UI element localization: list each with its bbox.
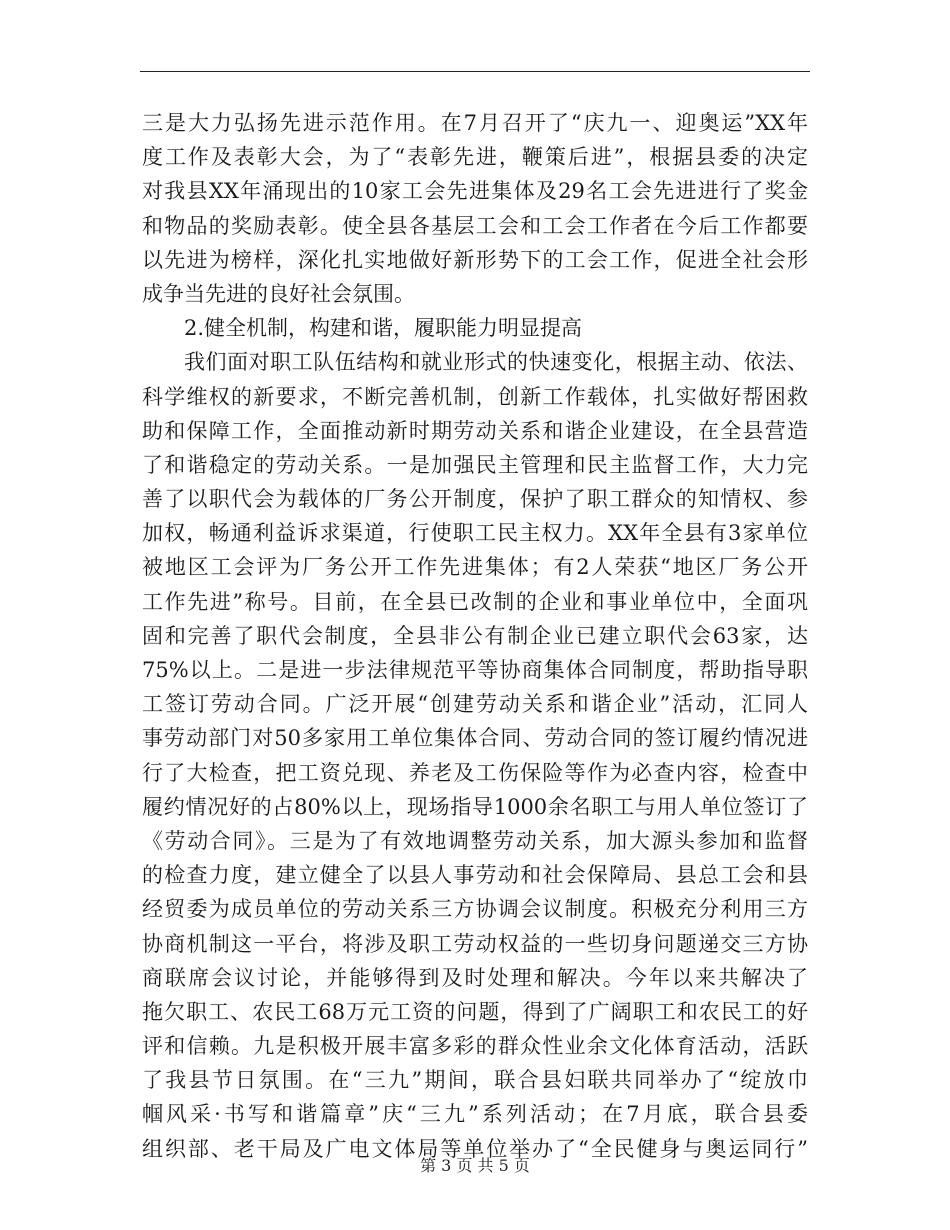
header-rule [140,71,810,72]
text-line: 我们面对职工队伍结构和就业形式的快速变化，根据主动、依法、 [184,350,808,375]
text-line: 和物品的奖励表彰。使全县各基层工会和工会工作者在今后工作都要 [142,213,808,238]
text-line: 工签订劳动合同。广泛开展“创建劳动关系和谐企业”活动，汇同人 [142,692,808,717]
text-line: 三是大力弘扬先进示范作用。在7月召开了“庆九一、迎奥运”XX年 [142,111,808,135]
text-line: 科学维权的新要求，不断完善机制，创新工作载体，扎实做好帮困救 [142,384,808,409]
text-line: 度工作及表彰大会，为了“表彰先进，鞭策后进”，根据县委的决定 [142,145,808,170]
text-line: 帼风采·书写和谐篇章”庆“三九”系列活动；在7月底，联合县委 [142,1102,808,1127]
text-line: 固和完善了职代会制度，全县非公有制企业已建立职代会63家，达 [142,623,808,648]
page-number: 第 3 页 共 5 页 [420,1156,530,1175]
text-line: 助和保障工作，全面推动新时期劳动关系和谐企业建设，在全县营造 [142,418,808,443]
text-line: 行了大检查，把工资兑现、养老及工伤保险等作为必查内容，检查中 [142,760,808,785]
text-line: 履约情况好的占80%以上，现场指导1000余名职工与用人单位签订了 [142,794,808,819]
text-line: 75%以上。二是进一步法律规范平等协商集体合同制度，帮助指导职 [142,658,808,682]
text-line: 协商机制这一平台，将涉及职工劳动权益的一些切身问题递交三方协 [142,931,808,956]
text-line: 事劳动部门对50多家用工单位集体合同、劳动合同的签订履约情况进 [142,726,808,751]
text-line: 对我县XX年涌现出的10家工会先进集体及29名工会先进进行了奖金 [142,179,808,204]
text-line: 被地区工会评为厂务公开工作先进集体；有2人荣获“地区厂务公开 [142,555,808,580]
text-line: 经贸委为成员单位的劳动关系三方协调会议制度。积极充分利用三方 [142,897,808,922]
text-line: 拖欠职工、农民工68万元工资的问题，得到了广阔职工和农民工的好 [142,999,808,1024]
text-line: 善了以职代会为载体的厂务公开制度，保护了职工群众的知情权、参 [142,487,808,512]
text-line: 商联席会议讨论，并能够得到及时处理和解决。今年以来共解决了 [142,965,808,990]
text-line: 成争当先进的良好社会氛围。 [142,281,415,306]
text-line: 组织部、老干局及广电文体局等单位举办了“全民健身与奥运同行” [142,1136,808,1161]
document-body [142,106,808,1166]
text-line: 《劳动合同》。三是为了有效地调整劳动关系，加大源头参加和监督 [142,828,808,853]
text-line: 评和信赖。九是积极开展丰富多彩的群众性业余文化体育活动，活跃 [142,1034,808,1059]
text-line: 工作先进”称号。目前，在全县已改制的企业和事业单位中，全面巩 [142,589,808,614]
section-heading: 2.健全机制，构建和谐，履职能力明显提高 [184,316,583,341]
text-line: 的检查力度，建立健全了以县人事劳动和社会保障局、县总工会和县 [142,863,808,888]
text-line: 了和谐稳定的劳动关系。一是加强民主管理和民主监督工作，大力完 [142,452,808,477]
text-line: 加权，畅通利益诉求渠道，行使职工民主权力。XX年全县有3家单位 [142,521,808,546]
text-line: 以先进为榜样，深化扎实地做好新形势下的工会工作，促进全社会形 [142,247,808,272]
text-line: 了我县节日氛围。在“三九”期间，联合县妇联共同举办了“绽放巾 [142,1068,808,1093]
